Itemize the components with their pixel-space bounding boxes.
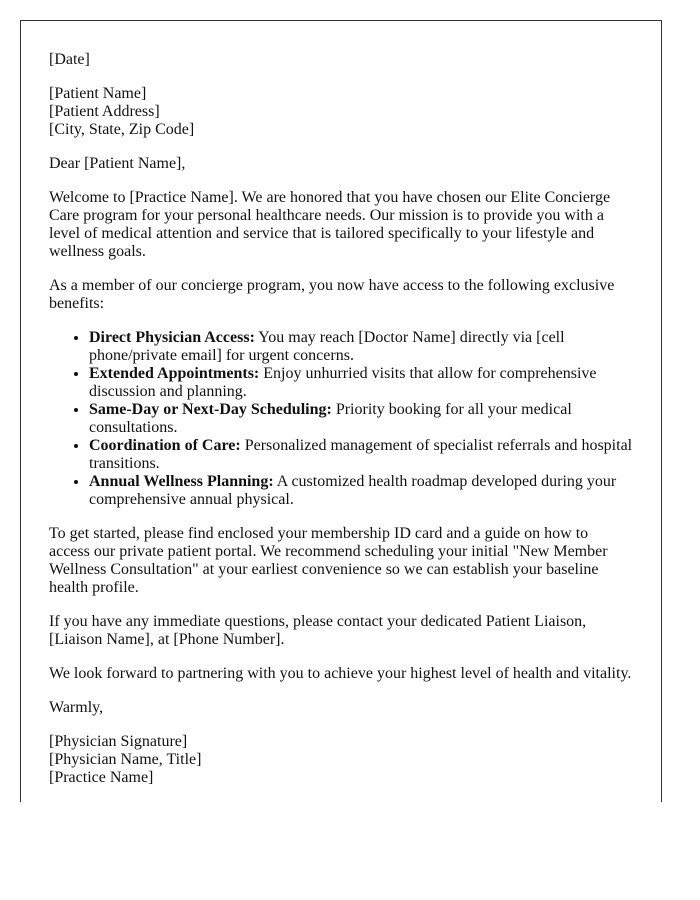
benefits-intro: As a member of our concierge program, you now have access to the following exclusive benefits: <box>49 277 615 312</box>
recipient-address-block <box>49 85 633 139</box>
practice-name: [Practice Name] <box>49 769 154 786</box>
benefit-item <box>89 365 633 401</box>
signature-block <box>49 733 633 787</box>
benefit-title: Extended Appointments: <box>89 365 260 382</box>
physician-signature: [Physician Signature] <box>49 733 188 750</box>
benefit-text: A customized health roadmap developed during your comprehensive annual physical. <box>89 473 617 508</box>
benefit-item <box>89 437 633 473</box>
benefit-item <box>89 329 633 365</box>
sign-off: Warmly, <box>49 699 104 716</box>
recipient-city-state-zip: [City, State, Zip Code] <box>49 121 195 138</box>
benefit-title: Coordination of Care: <box>89 437 241 454</box>
closing-paragraph: We look forward to partnering with you to achieve your highest level of health and vitality. <box>49 665 632 682</box>
recipient-name: [Patient Name] <box>49 85 147 102</box>
benefit-text: Personalized management of specialist referrals and hospital transitions. <box>89 437 633 472</box>
benefit-text: You may reach [Doctor Name] directly via [cell phone/private email] for urgent concerns. <box>89 329 565 364</box>
benefit-text: Enjoy unhurried visits that allow for comprehensive discussion and planning. <box>89 365 597 400</box>
benefit-title: Same-Day or Next-Day Scheduling: <box>89 401 332 418</box>
getting-started-paragraph: To get started, please find enclosed your membership ID card and a guide on how to access our private patient portal. We recommend scheduling your initial "New Member Wellness Consultation" at your earliest convenience so we can establish your baseline health profile. <box>49 525 608 596</box>
salutation: Dear [Patient Name], <box>49 155 186 172</box>
benefit-text: Priority booking for all your medical consultations. <box>89 401 572 436</box>
benefit-item <box>89 401 633 437</box>
contact-paragraph: If you have any immediate questions, please contact your dedicated Patient Liaison, [Liaison Name], at [Phone Number]. <box>49 613 587 648</box>
physician-name-title: [Physician Name, Title] <box>49 751 202 768</box>
intro-paragraph: Welcome to [Practice Name]. We are honored that you have chosen our Elite Concierge Care program for your personal healthcare needs. Our mission is to provide you with a level of medical attention and service that is tailored specifically to your lifestyle and wellness goals. <box>49 189 611 260</box>
benefit-item <box>89 473 633 509</box>
recipient-address: [Patient Address] <box>49 103 160 120</box>
benefit-title: Direct Physician Access: <box>89 329 255 346</box>
benefits-list <box>49 329 633 509</box>
letter-date: [Date] <box>49 51 90 68</box>
letter-document <box>20 20 662 802</box>
benefit-title: Annual Wellness Planning: <box>89 473 274 490</box>
